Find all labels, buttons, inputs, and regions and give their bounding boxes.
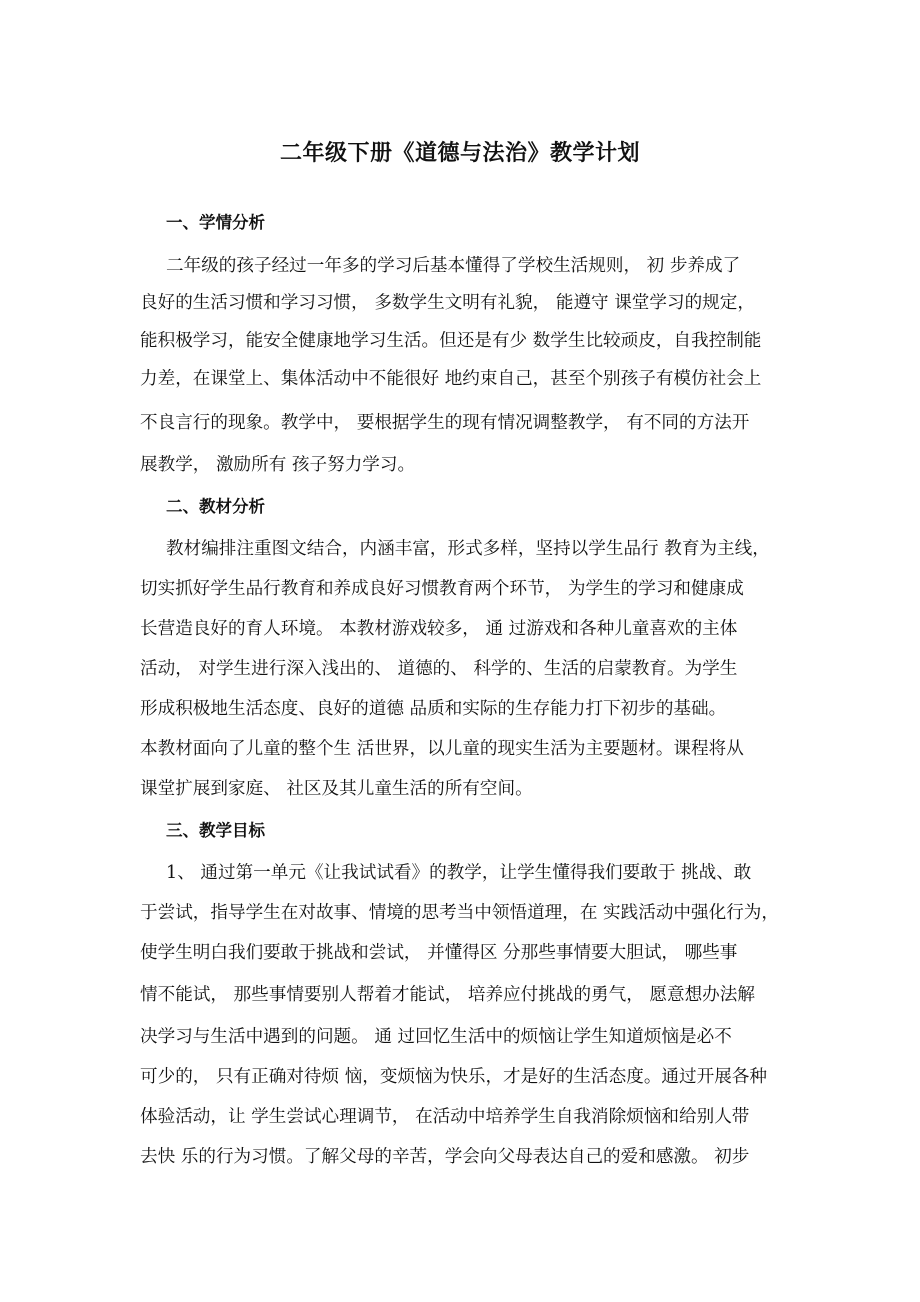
paragraph-line: 于尝试，指导学生在对故事、情境的思考当中领悟道理，在 实践活动中强化行为， [140, 903, 779, 923]
paragraph-line: 良好的生活习惯和学习习惯， 多数学生文明有礼貌， 能遵守 课堂学习的规定， [140, 293, 755, 313]
page-title: 二年级下册《道德与法治》教学计划 [279, 141, 640, 166]
paragraph-line: 可少的， 只有正确对待烦 恼，变烦恼为快乐，才是好的生活态度。通过开展各种 [140, 1067, 767, 1087]
paragraph-line: 形成积极地生活态度、良好的道德 品质和实际的生存能力打下初步的基础。 [140, 699, 727, 719]
paragraph-line: 本教材面向了儿童的整个生 活世界，以儿童的现实生活为主要题材。课程将从 [140, 739, 744, 759]
section-heading-teaching-goals: 三、教学目标 [166, 821, 265, 840]
paragraph-line: 长营造良好的育人环境。 本教材游戏较多， 通 过游戏和各种儿童喜欢的主体 [140, 619, 738, 639]
paragraph-line: 展教学， 激励所有 孩子努力学习。 [140, 455, 416, 475]
paragraph-line: 教材编排注重图文结合，内涵丰富，形式多样，坚持以学生品行 教育为主线， [166, 539, 770, 559]
paragraph-line: 使学生明白我们要敢于挑战和尝试， 并懂得区 分那些事情要大胆试， 哪些事 [140, 943, 738, 963]
paragraph-line: 切实抓好学生品行教育和养成良好习惯教育两个环节， 为学生的学习和健康成 [140, 579, 744, 599]
paragraph-line: 活动， 对学生进行深入浅出的、 道德的、 科学的、生活的启蒙教育。为学生 [140, 659, 738, 679]
paragraph-line: 体验活动，让 学生尝试心理调节， 在活动中培养学生自我消除烦恼和给别人带 [140, 1107, 750, 1127]
paragraph-line: 1、 通过第一单元《让我试试看》的教学，让学生懂得我们要敢于 挑战、敢 [166, 863, 752, 883]
paragraph-line: 课堂扩展到家庭、 社区及其儿童生活的所有空间。 [140, 779, 533, 799]
paragraph-line: 决学习与生活中遇到的问题。 通 过回忆生活中的烦恼让学生知道烦恼是必不 [140, 1027, 732, 1047]
section-heading-student-analysis: 一、学情分析 [166, 213, 265, 232]
paragraph-line: 情不能试， 那些事情要别人帮着才能试， 培养应付挑战的勇气， 愿意想办法解 [140, 985, 755, 1005]
paragraph-line: 能积极学习，能安全健康地学习生活。但还是有少 数学生比较顽皮，自我控制能 [140, 331, 762, 351]
section-heading-textbook-analysis: 二、教材分析 [166, 497, 265, 516]
paragraph-line: 不良言行的现象。教学中， 要根据学生的现有情况调整教学， 有不同的方法开 [140, 413, 750, 433]
paragraph-line: 力差，在课堂上、集体活动中不能很好 地约束自己，甚至个别孩子有模仿社会上 [140, 369, 762, 389]
paragraph-line: 去快 乐的行为习惯。了解父母的辛苦，学会向父母表达自己的爱和感激。 初步 [140, 1147, 750, 1167]
paragraph-line: 二年级的孩子经过一年多的学习后基本懂得了学校生活规则， 初 步养成了 [166, 256, 741, 276]
